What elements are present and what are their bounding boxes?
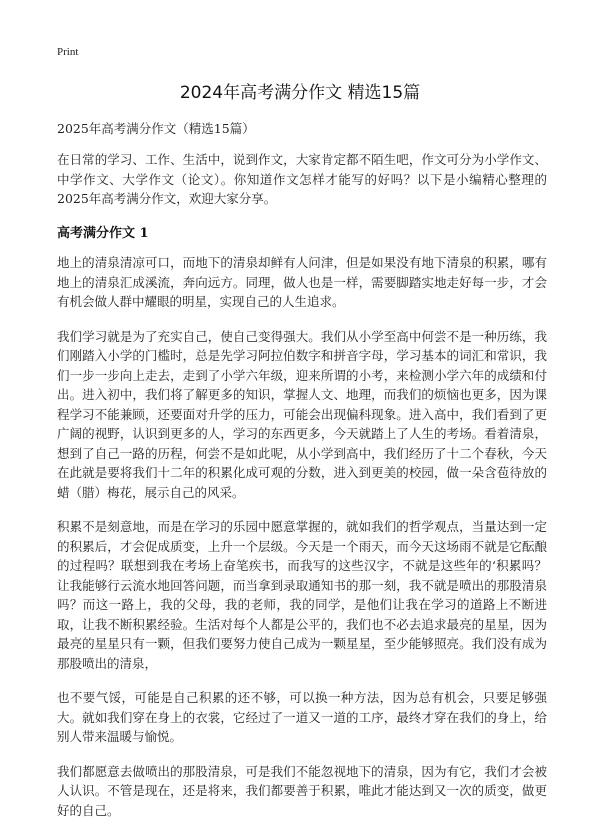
article-body xyxy=(57,150,547,835)
body-paragraph: 也不要气馁，可能是自己积累的还不够，可以换一种方法，因为总有机会，只要足够强大。就如我们穿在身上的衣裳，它经过了一道又一道的工序，最终才穿在我们的身上，给别人带来温暖与愉悦。 xyxy=(57,690,547,744)
body-paragraph: 积累不是刻意地，而是在学习的乐园中愿意掌握的，就如我们的哲学观点，当量达到一定的积累后，才会促成质变，上升一个层级。今天是一个雨天，而今天这场雨不就是它酝酿的过程吗？联想到我在考场上奋笔疾书，而我写的这些汉字，不就是这些年的‘积累吗？让我能够行云流水地回答问题，而当拿到录取通知书的那一刻，我不就是喷出的那股清泉吗？而这一路上，我的父母，我的老师，我的同学，是他们让我在学习的道路上不断进取，让我不断积累经验。生活对每个人都是公平的，我们也不必去追求最亮的星星，因为最亮的星星只有一颗，但我们要努力使自己成为一颗星星，至少能够照亮。我们没有成为那股喷出的清泉， xyxy=(57,519,547,671)
section-heading: 高考满分作文 1 xyxy=(57,225,149,241)
print-label: Print xyxy=(57,46,79,58)
page-title: 2024年高考满分作文 精选15篇 xyxy=(179,83,421,103)
body-paragraph: 我们都愿意去做喷出的那股清泉，可是我们不能忽视地下的清泉，因为有它，我们才会被人认识。不管是现在，还是将来，我们都要善于积累，唯此才能达到又一次的质变，做更好的自己。 xyxy=(57,763,547,818)
intro-paragraph: 在日常的学习、工作、生活中，说到作文，大家肯定都不陌生吧，作文可分为小学作文、中学作文、大学作文（论文）。你知道作文怎样才能写的好吗？以下是小编精心整理的2025年高考满分作文，欢迎大家分享。 xyxy=(57,152,547,206)
body-paragraph: 地上的清泉清凉可口，而地下的清泉却鲜有人问津，但是如果没有地下清泉的积累，哪有地上的清泉汇成溪流，奔向远方。同理，做人也是一样，需要脚踏实地走好每一步，才会有机会做人群中耀眼的明星，实现自己的人生追求。 xyxy=(57,255,547,309)
page-subtitle: 2025年高考满分作文（精选15篇） xyxy=(57,121,255,136)
body-paragraph: 我们学习就是为了充实自己，使自己变得强大。我们从小学至高中何尝不是一种历练，我们刚踏入小学的门槛时，总是先学习阿拉伯数字和拼音字母，学习基本的词汇和常识，我们一步一步向上走去，走到了小学六年级，迎来所谓的小考，来检测小学六年的成绩和付出。进入初中，我们将了解更多的知识，掌握人文、地理，而我们的烦恼也更多，因为课程学习不能兼顾，还要面对升学的压力，可能会出现偏科现象。进入高中，我们看到了更广阔的视野，认识到更多的人，学习的东西更多，今天就踏上了人生的考场。看着清泉，想到了自己一路的历程，何尝不是如此呢，从小学到高中，我们经历了十二个春秋，今天在此就是要将我们十二年的积累化成可观的分数，进入到更美的校园，做一朵含苞待放的蜡（腊）梅花，展示自己的风采。 xyxy=(57,328,547,500)
